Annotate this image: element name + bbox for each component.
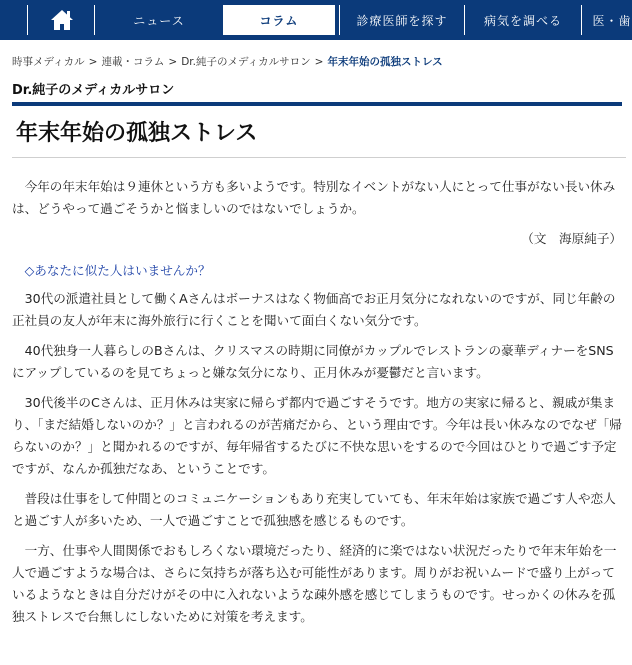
article-byline: （文 海原純子） <box>521 231 622 246</box>
nav-column[interactable]: コラム <box>223 5 335 35</box>
nav-disease[interactable]: 病気を調べる <box>464 5 581 35</box>
breadcrumb-separator: > <box>88 56 98 68</box>
nav-divider <box>27 5 28 35</box>
article-paragraph: 40代独身一人暮らしのBさんは、クリスマスの時期に同僚がカップルでレストランの豪華ディナーをSNSにアップしているのを見てちょっと嫌な気分になり、正月休みが憂鬱だと言います。 <box>12 343 614 380</box>
article-paragraph: 30代後半のCさんは、正月休みは実家に帰らず都内で過ごすそうです。地方の実家に帰ると、親戚が集まり、「まだ結婚しないのか？」と言われるのが苦痛だから、という理由です。今年は長い休みなのでなぜ「帰らないのか？」と聞かれるのですが、毎年帰省するたびに不快な思いをするので今回はひとりで過ごす予定ですが、なんか孤独だなあ、ということです。 <box>12 395 622 476</box>
breadcrumb <box>12 54 443 69</box>
article-title: 年末年始の孤独ストレス <box>12 112 626 158</box>
home-icon <box>50 9 74 31</box>
article-body <box>12 176 622 636</box>
section-heading: ◇あなたに似た人はいませんか？ <box>24 263 211 278</box>
article-paragraph: 30代の派遣社員として働くAさんはボーナスはなく物価高でお正月気分になれないのですが、同じ年齢の正社員の友人が年末に海外旅行に行くことを聞いて面白くない気分です。 <box>12 291 616 328</box>
nav-medical-dental[interactable]: 医・歯 <box>581 5 632 35</box>
nav-find-doctor[interactable]: 診療医師を探す <box>339 5 464 35</box>
breadcrumb-separator: > <box>168 56 178 68</box>
article-paragraph: 普段は仕事をして仲間とのコミュニケーションもあり充実していても、年末年始は家族で過ごす人や恋人と過ごす人が多いため、一人で過ごすことで孤独感を感じるものです。 <box>12 491 616 528</box>
top-nav <box>0 0 632 40</box>
breadcrumb-link[interactable]: 連載・コラム <box>101 56 165 68</box>
breadcrumb-link[interactable]: 時事メディカル <box>12 56 85 68</box>
article-intro: 今年の年末年始は９連休という方も多いようです。特別なイベントがない人にとって仕事がない長い休みは、どうやって過ごそうかと悩ましいのではないでしょうか。 <box>12 179 616 216</box>
breadcrumb-current: 年末年始の孤独ストレス <box>327 56 443 68</box>
article-paragraph: 一方、仕事や人間関係でおもしろくない環境だったり、経済的に楽ではない状況だったりで年末年始を一人で過ごすような場合は、さらに気持ちが落ち込む可能性があります。周りがお祝いムードで盛り上がっているようなときは自分だけがその中に入れないような疎外感を感じてしまうものです。せっかくの休みを孤独ストレスで台無しにしないために対策を考えます。 <box>12 543 617 624</box>
series-title: Dr.純子のメディカルサロン <box>12 79 622 106</box>
breadcrumb-link[interactable]: Dr.純子のメディカルサロン <box>181 56 311 68</box>
nav-news[interactable]: ニュース <box>94 5 223 35</box>
breadcrumb-separator: > <box>314 56 324 68</box>
nav-home[interactable] <box>31 5 93 35</box>
